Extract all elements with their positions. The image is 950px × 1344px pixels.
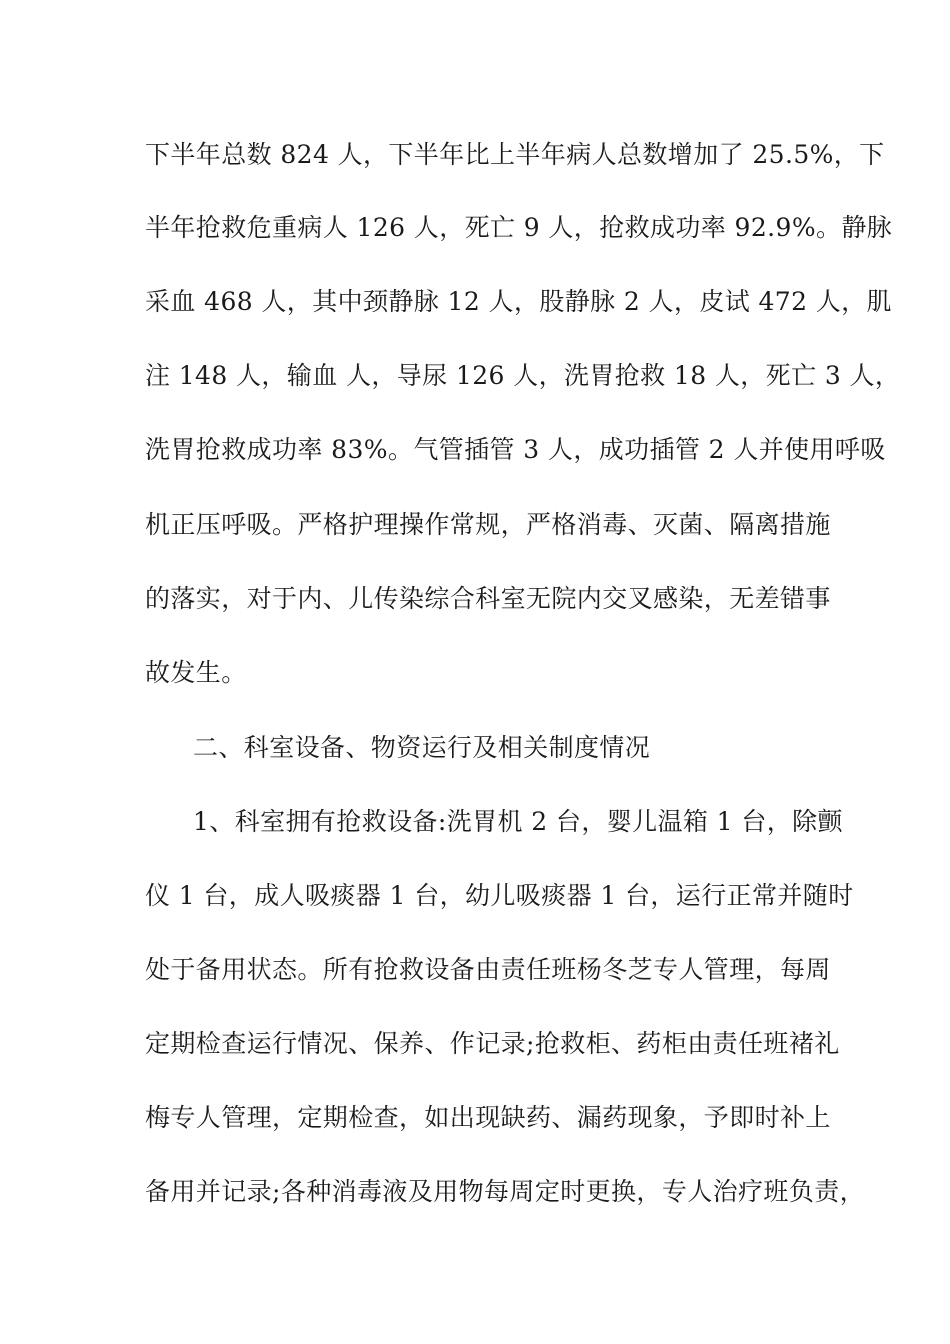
- body-text-line: 的落实，对于内、儿传染综合科室无院内交叉感染，无差错事: [145, 584, 831, 613]
- body-text-line: 备用并记录;各种消毒液及用物每周定时更换，专人治疗班负责，: [145, 1177, 866, 1206]
- body-text-line: 定期检查运行情况、保养、作记录;抢救柜、药柜由责任班褚礼: [145, 1029, 840, 1058]
- body-text-line: 半年抢救危重病人 126 人，死亡 9 人，抢救成功率 92.9%。静脉: [145, 213, 893, 242]
- body-text-line: 洗胃抢救成功率 83%。气管插管 3 人，成功插管 2 人并使用呼吸: [145, 435, 886, 464]
- body-text-line: 1、科室拥有抢救设备:洗胃机 2 台，婴儿温箱 1 台，除颤: [193, 807, 843, 836]
- section-heading: 二、科室设备、物资运行及相关制度情况: [193, 733, 651, 762]
- body-text-line: 梅专人管理，定期检查，如出现缺药、漏药现象，予即时补上: [145, 1103, 831, 1132]
- body-text-line: 下半年总数 824 人，下半年比上半年病人总数增加了 25.5%，下: [145, 140, 885, 169]
- body-text-line: 处于备用状态。所有抢救设备由责任班杨冬芝专人管理，每周: [145, 955, 831, 984]
- body-text-line: 机正压呼吸。严格护理操作常规，严格消毒、灭菌、隔离措施: [145, 510, 831, 539]
- body-text-line: 注 148 人，输血 人，导尿 126 人，洗胃抢救 18 人，死亡 3 人，: [145, 361, 901, 390]
- body-text-line: 仪 1 台，成人吸痰器 1 台，幼儿吸痰器 1 台，运行正常并随时: [145, 881, 854, 910]
- body-text-line: 采血 468 人，其中颈静脉 12 人，股静脉 2 人，皮试 472 人，肌: [145, 287, 892, 316]
- body-text-line: 故发生。: [145, 658, 247, 687]
